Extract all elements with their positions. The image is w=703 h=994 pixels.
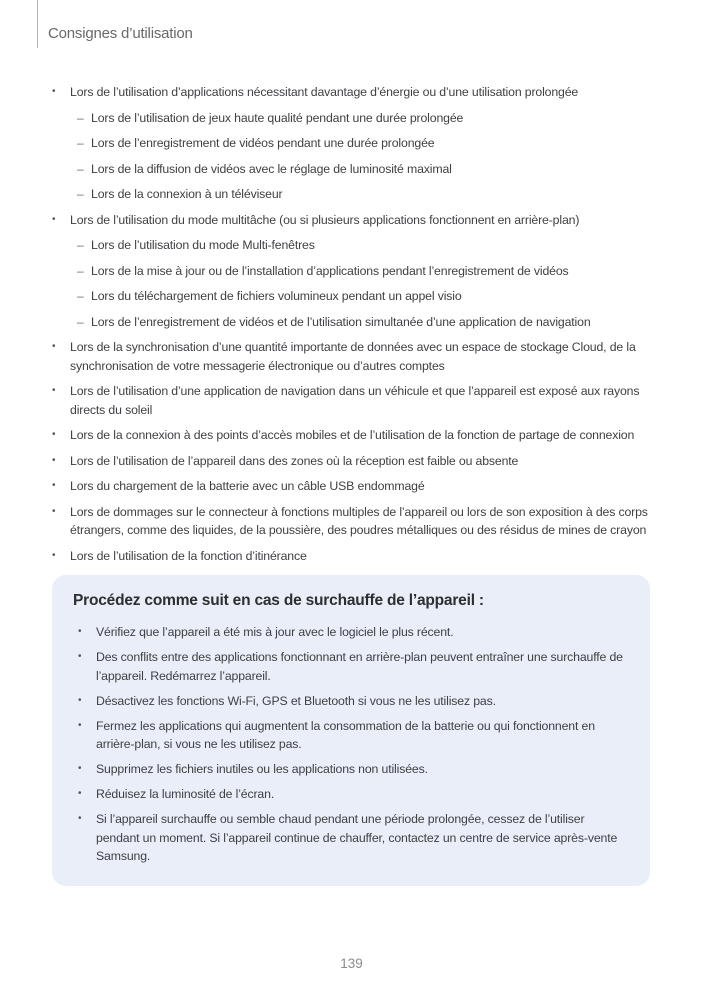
bullet-icon: • — [52, 505, 56, 517]
list-item-text: Lors de la connexion à un téléviseur — [91, 187, 283, 201]
list-item — [52, 503, 650, 540]
list-item — [52, 338, 650, 375]
bullet-icon: • — [52, 213, 56, 225]
list-item-text: Lors de la mise à jour ou de l’installation d’applications pendant l’enregistrement de vidéos — [91, 263, 569, 278]
bullet-icon: • — [52, 86, 56, 97]
bullet-icon: • — [78, 694, 82, 706]
list-item-text: Lors de l’enregistrement de vidéos pendant une durée prolongée — [91, 136, 435, 150]
overheat-instructions-callout — [52, 575, 650, 886]
bullet-icon: • — [78, 651, 82, 662]
callout-item-text: Si l’appareil surchauffe ou semble chaud pendant une période prolongée, cessez de l’utiliser pendant un moment. Si l’appareil continue de chauffer, contactez un centre de service après-vente Samsung. — [96, 812, 618, 863]
dash-icon: – — [77, 161, 84, 176]
list-item — [77, 134, 650, 153]
bullet-icon: • — [52, 429, 56, 440]
dash-icon: – — [77, 263, 84, 278]
usage-conditions-list — [52, 83, 650, 565]
callout-item — [78, 810, 626, 866]
list-item-text: Lors de la synchronisation d’une quantité importante de données avec un espace de stockage Cloud, de la synchronisation de votre messagerie électronique ou d’autres comptes — [70, 340, 636, 373]
bullet-icon: • — [52, 549, 56, 561]
list-item — [77, 287, 650, 306]
callout-title: Procédez comme suit en cas de surchauffe de l’appareil : — [73, 592, 484, 609]
list-item — [77, 262, 650, 281]
bullet-icon: • — [78, 626, 82, 637]
callout-item-text: Désactivez les fonctions Wi-Fi, GPS et Bluetooth si vous ne les utilisez pas. — [96, 693, 496, 708]
dash-icon: – — [77, 314, 84, 329]
page-title: Consignes d’utilisation — [48, 25, 193, 42]
callout-item-text: Vérifiez que l’appareil a été mis à jour avec le logiciel le plus récent. — [96, 625, 454, 639]
bullet-icon: • — [52, 341, 56, 352]
content — [52, 83, 650, 886]
list-item-text: Lors de l’utilisation d’applications nécessitant davantage d’énergie ou d’une utilisation prolongée — [70, 85, 579, 99]
list-item-text: Lors de dommages sur le connecteur à fonctions multiples de l’appareil ou lors de son exposition à des corps étrangers, comme des liquides, de la poussière, des poudres métalliques ou des résidus de mines de crayon — [70, 504, 648, 537]
bullet-icon: • — [52, 454, 56, 466]
list-item — [77, 109, 650, 128]
bullet-icon: • — [78, 813, 82, 824]
page-footer — [0, 956, 703, 971]
list-item-text: Lors du chargement de la batterie avec un câble USB endommagé — [70, 479, 425, 493]
list-item-text: Lors de l’utilisation d’une application de navigation dans un véhicule et que l’appareil est exposé aux rayons directs du soleil — [70, 384, 640, 417]
list-item — [52, 477, 650, 496]
callout-item — [78, 785, 626, 804]
list-item — [52, 83, 650, 102]
callout-item-text: Fermez les applications qui augmentent la consommation de la batterie ou qui fonctionnent en arrière-plan, si vous ne les utilisez pas. — [96, 718, 595, 751]
callout-item — [78, 692, 626, 711]
dash-icon: – — [77, 110, 84, 125]
list-item — [52, 426, 650, 445]
dash-icon: – — [77, 187, 84, 201]
list-item — [52, 382, 650, 419]
list-item — [77, 160, 650, 179]
list-item — [77, 236, 650, 255]
dash-icon: – — [77, 238, 84, 252]
dash-icon: – — [77, 136, 84, 150]
list-item-text: Lors de l’utilisation du mode Multi-fenêtres — [91, 238, 315, 252]
callout-list — [78, 623, 626, 866]
callout-item — [78, 623, 626, 642]
list-item-text: Lors de l’utilisation de jeux haute qualité pendant une durée prolongée — [91, 110, 464, 125]
list-item-text: Lors de la diffusion de vidéos avec le réglage de luminosité maximal — [91, 161, 452, 176]
list-item — [77, 185, 650, 204]
list-item — [52, 547, 650, 566]
bullet-icon: • — [78, 763, 82, 774]
list-item-text: Lors de l’enregistrement de vidéos et de l’utilisation simultanée d’une application de navigation — [91, 314, 591, 329]
list-item — [52, 211, 650, 230]
list-item-text: Lors de l’utilisation du mode multitâche (ou si plusieurs applications fonctionnent en arrière-plan) — [70, 212, 580, 227]
callout-item — [78, 717, 626, 754]
bullet-icon: • — [52, 385, 56, 396]
list-item — [77, 313, 650, 332]
callout-item — [78, 760, 626, 779]
list-item — [52, 452, 650, 471]
bullet-icon: • — [78, 788, 82, 799]
header-rule — [37, 0, 38, 48]
dash-icon: – — [77, 289, 84, 303]
callout-item-text: Supprimez les fichiers inutiles ou les applications non utilisées. — [96, 762, 428, 776]
page-number: 139 — [340, 956, 363, 971]
bullet-icon: • — [52, 480, 56, 491]
callout-item — [78, 648, 626, 685]
list-item-text: Lors de l’utilisation de la fonction d’itinérance — [70, 548, 307, 563]
callout-item-text: Des conflits entre des applications fonctionnant en arrière-plan peuvent entraîner une surchauffe de l’appareil. Redémarrez l’appareil. — [96, 650, 623, 683]
list-item-text: Lors de la connexion à des points d’accès mobiles et de l’utilisation de la fonction de partage de connexion — [70, 428, 635, 442]
list-item-text: Lors de l’utilisation de l’appareil dans des zones où la réception est faible ou absente — [70, 453, 519, 468]
bullet-icon: • — [78, 719, 82, 731]
list-item-text: Lors du téléchargement de fichiers volumineux pendant un appel visio — [91, 289, 462, 303]
callout-item-text: Réduisez la luminosité de l’écran. — [96, 787, 275, 801]
